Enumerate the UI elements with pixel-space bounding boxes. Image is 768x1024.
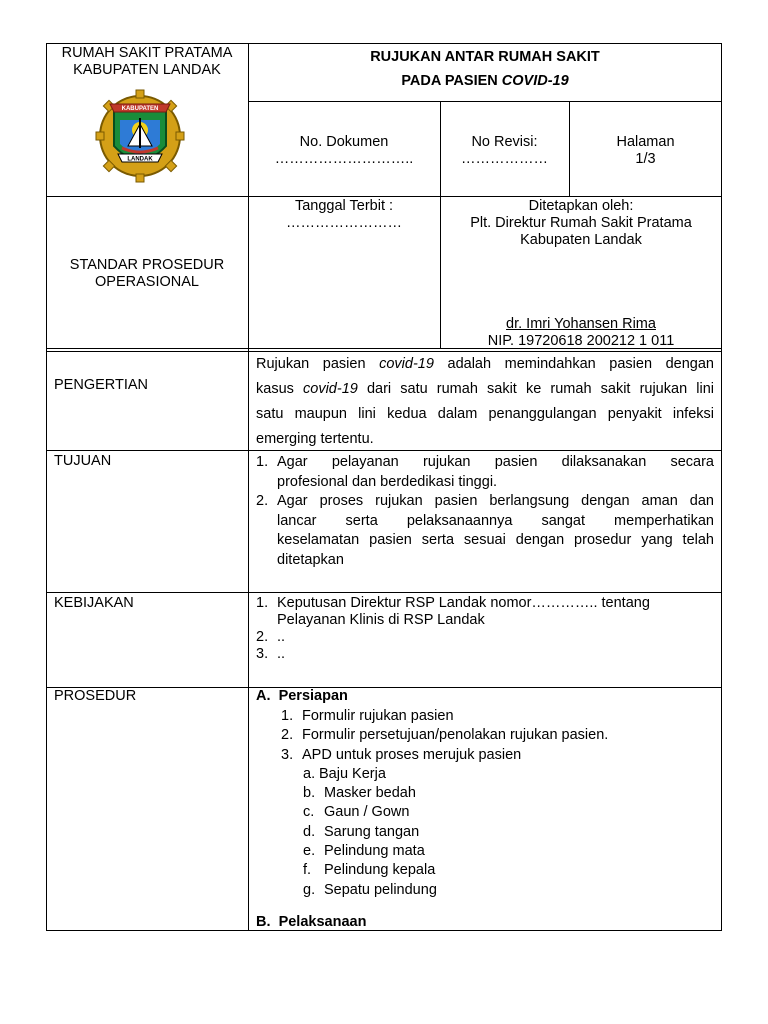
tujuan-label: TUJUAN bbox=[54, 453, 112, 469]
section-a-heading: A. Persiapan bbox=[256, 688, 348, 704]
apd-list bbox=[300, 765, 714, 900]
tujuan-list bbox=[253, 453, 714, 570]
list-item: f. Pelindung kepala bbox=[303, 862, 436, 879]
list-item: 2. Formulir persetujuan/penolakan rujukan pasien. bbox=[281, 727, 609, 744]
kebijakan-label: KEBIJAKAN bbox=[54, 595, 134, 611]
emblem-banner-top: KABUPATEN bbox=[121, 106, 159, 112]
grid-line bbox=[248, 101, 722, 102]
landak-regency-emblem-icon bbox=[92, 84, 188, 184]
list-item: 1. Formulir rujukan pasien bbox=[281, 708, 454, 724]
list-item: g. Sepatu pelindung bbox=[303, 881, 437, 898]
kebijakan-list bbox=[253, 595, 714, 663]
list-item: 3. .. bbox=[256, 646, 286, 662]
tanggal-terbit: Tanggal Terbit : …………………… bbox=[286, 198, 402, 231]
list-item: d. Sarung tangan bbox=[303, 823, 420, 840]
ditetapkan-oleh: Ditetapkan oleh: Plt. Direktur Rumah Sakit Pratama Kabupaten Landak bbox=[470, 198, 692, 248]
list-item: b. Masker bedah bbox=[303, 785, 416, 802]
section-b-heading: B. Pelaksanaan bbox=[256, 913, 367, 930]
prosedur-label: PROSEDUR bbox=[54, 688, 137, 704]
pengertian-text: Rujukan pasien covid-19 adalah memindahkan pasien dengan kasus covid-19 dari satu rumah sakit ke rumah sakit rujukan lini satu maupun lini kedua dalam penanggulangan penyakit infeksi emerging tertentu. bbox=[256, 356, 714, 447]
hospital-name: RUMAH SAKIT PRATAMA KABUPATEN LANDAK bbox=[61, 45, 233, 78]
section-a-list bbox=[278, 707, 714, 765]
grid-line bbox=[46, 592, 722, 593]
sop-label: STANDAR PROSEDUR OPERASIONAL bbox=[69, 257, 225, 290]
no-revisi: No Revisi: ……………… bbox=[461, 134, 548, 167]
list-item: 2. .. bbox=[256, 629, 286, 645]
list-item: 1. Agar pelayanan rujukan pasien dilaksanakan secara profesional dan berdedikasi tinggi. bbox=[256, 454, 714, 490]
emblem-banner-bottom: LANDAK bbox=[127, 156, 153, 163]
list-item: 2. Agar proses rujukan pasien berlangsung dengan aman dan lancar serta pelaksanaannya sangat memperhatikan keselamatan pasien serta sesuai dengan prosedur yang telah ditetapkan bbox=[256, 493, 714, 568]
pengertian-label: PENGERTIAN bbox=[54, 377, 149, 393]
halaman: Halaman 1/3 bbox=[616, 134, 675, 167]
list-item: 3. APD untuk proses merujuk pasien bbox=[281, 746, 522, 763]
no-dokumen: No. Dokumen ……………………….. bbox=[274, 134, 414, 167]
grid-line bbox=[248, 43, 249, 931]
signer: dr. Imri Yohansen Rima NIP. 19720618 200212 1 011 bbox=[487, 316, 675, 349]
prosedur-content bbox=[256, 688, 714, 931]
document-title: RUJUKAN ANTAR RUMAH SAKIT PADA PASIEN COVID-19 bbox=[370, 49, 600, 89]
list-item: c. Gaun / Gown bbox=[303, 804, 410, 821]
list-item: 1. Keputusan Direktur RSP Landak nomor………….. tentang Pelayanan Klinis di RSP Landak bbox=[256, 595, 650, 628]
grid-line bbox=[46, 196, 722, 197]
list-item: e. Pelindung mata bbox=[303, 843, 425, 860]
list-item: a. Baju Kerja bbox=[303, 765, 386, 782]
